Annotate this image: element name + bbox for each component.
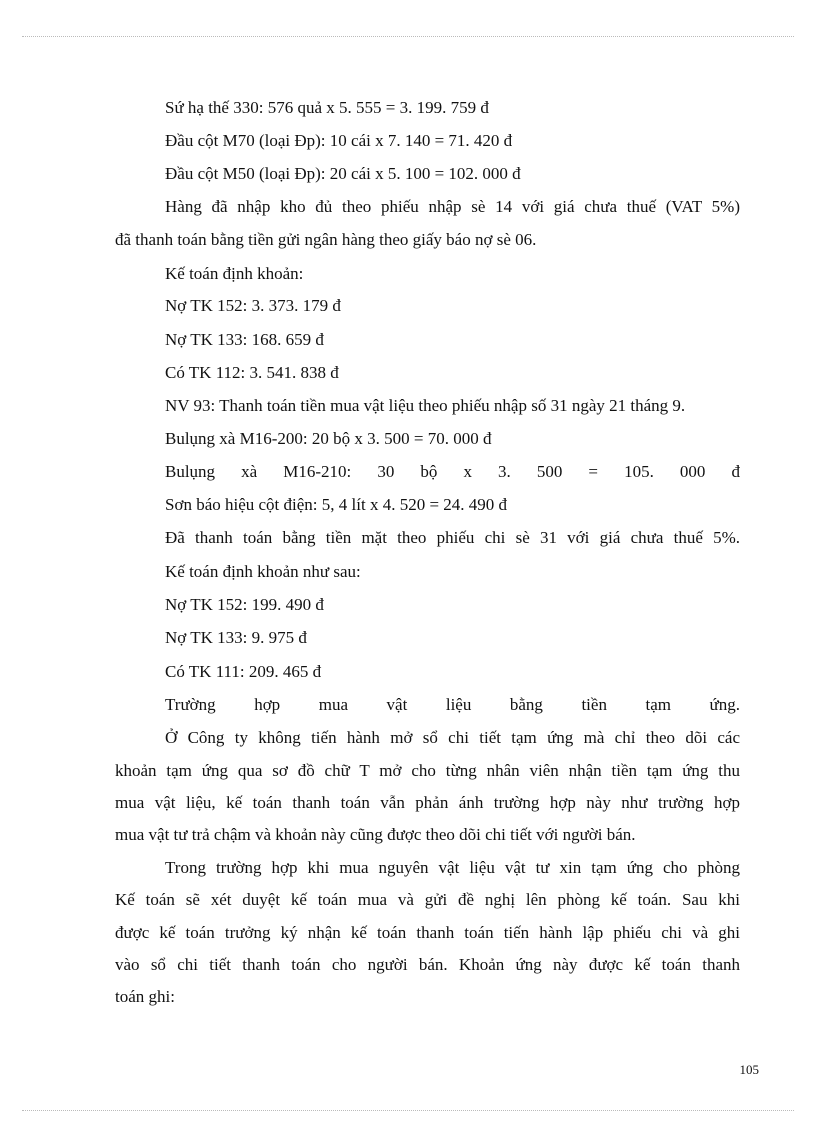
- text-line: Trong trường hợp khi mua nguyên vật liệu vật tư xin tạm ứng cho phòng: [165, 858, 740, 877]
- text-line: Đầu cột M70 (loại Đp): 10 cái x 7. 140 = 71. 420 đ: [165, 131, 513, 150]
- text-line: Kế toán định khoản:: [165, 264, 304, 283]
- text-line: Đầu cột M50 (loại Đp): 20 cái x 5. 100 = 102. 000 đ: [165, 164, 521, 183]
- text-line: Có TK 112: 3. 541. 838 đ: [165, 363, 339, 382]
- text-line: Đã thanh toán bằng tiền mặt theo phiếu chi sè 31 với giá chưa thuế 5%.: [165, 528, 740, 547]
- section-heading: Trường hợp mua vật liệu bằng tiền tạm ứng.: [165, 695, 740, 714]
- text-line: Nợ TK 152: 199. 490 đ: [165, 595, 324, 614]
- text-line: vào sổ chi tiết thanh toán cho người bán. Khoản ứng này được kế toán thanh: [115, 955, 740, 974]
- text-line: Nợ TK 133: 168. 659 đ: [165, 330, 324, 349]
- text-line: toán ghi:: [115, 987, 175, 1006]
- text-line: đã thanh toán bằng tiền gửi ngân hàng theo giấy báo nợ sè 06.: [115, 230, 537, 249]
- text-line: được kế toán trưởng ký nhận kế toán thanh toán tiến hành lập phiếu chi và ghi: [115, 923, 740, 942]
- page-number: 105: [739, 1062, 759, 1077]
- text-line: Nợ TK 133: 9. 975 đ: [165, 628, 307, 647]
- page-bottom-border: [22, 1110, 794, 1111]
- text-line: Kế toán sẽ xét duyệt kế toán mua và gửi đề nghị lên phòng kế toán. Sau khi: [115, 890, 740, 909]
- text-line: Sứ hạ thế 330: 576 quả x 5. 555 = 3. 199. 759 đ: [165, 98, 489, 117]
- text-line: Kế toán định khoản như sau:: [165, 562, 361, 581]
- text-line: Bulụng xà M16-200: 20 bộ x 3. 500 = 70. 000 đ: [165, 429, 492, 448]
- text-line: Ở Công ty không tiến hành mở sổ chi tiết tạm ứng mà chỉ theo dõi các: [165, 728, 740, 747]
- text-line: Nợ TK 152: 3. 373. 179 đ: [165, 296, 341, 315]
- text-line: Hàng đã nhập kho đủ theo phiếu nhập sè 14 với giá chưa thuế (VAT 5%): [165, 197, 740, 216]
- text-line: Bulụng xà M16-210: 30 bộ x 3. 500 = 105. 000 đ: [165, 462, 740, 481]
- text-line: mua vật liệu, kế toán thanh toán vẫn phản ánh trường hợp này như trường hợp: [115, 793, 740, 812]
- text-line: mua vật tư trả chậm và khoản này cũng được theo dõi chi tiết với người bán.: [115, 825, 636, 844]
- text-line: Có TK 111: 209. 465 đ: [165, 662, 322, 681]
- text-line: Sơn báo hiệu cột điện: 5, 4 lít x 4. 520 = 24. 490 đ: [165, 495, 508, 514]
- page-top-border: [22, 36, 794, 37]
- text-line: NV 93: Thanh toán tiền mua vật liệu theo phiếu nhập số 31 ngày 21 tháng 9.: [165, 396, 686, 415]
- text-line: khoản tạm ứng qua sơ đồ chữ T mở cho từng nhân viên nhận tiền tạm ứng thu: [115, 761, 740, 780]
